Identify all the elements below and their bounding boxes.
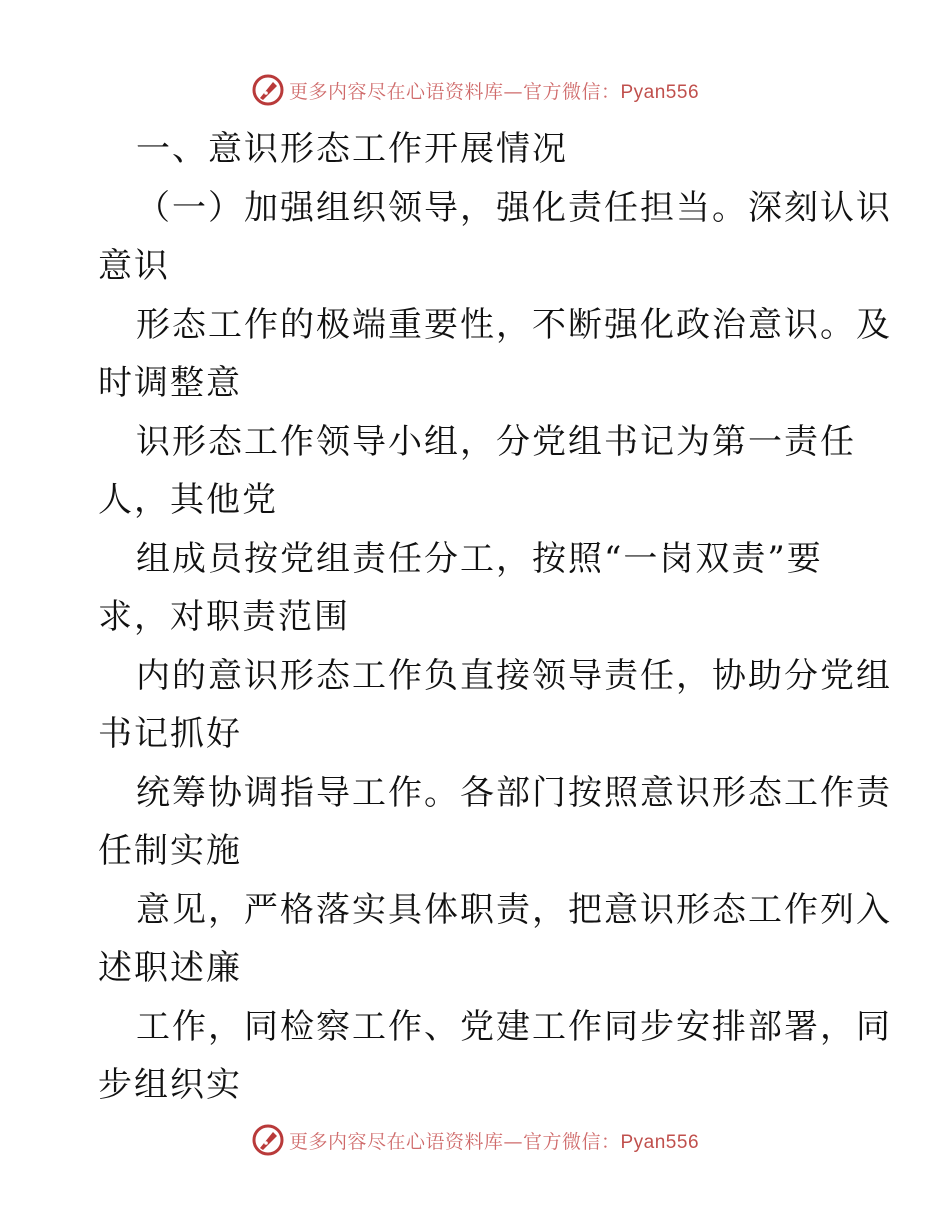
text-line: 任制实施	[98, 831, 242, 871]
document-body	[98, 120, 892, 1115]
text-line: 工作，同检察工作、党建工作同步安排部署，同	[136, 1006, 892, 1047]
text-line: 统筹协调指导工作。各部门按照意识形态工作责	[136, 772, 892, 813]
text-line: 组成员按党组责任分工，按照“一岗双责”要	[136, 538, 823, 579]
footer-watermark	[0, 1120, 950, 1160]
text-line: 求，对职责范围	[98, 597, 350, 637]
text-line: 步组织实	[98, 1065, 242, 1105]
text-line: （一）加强组织领导，强化责任担当。深刻认识	[136, 187, 892, 228]
pen-nib-logo-icon	[251, 73, 285, 107]
text-line: 内的意识形态工作负直接领导责任，协助分党组	[136, 655, 892, 696]
text-line: 人，其他党	[98, 480, 278, 520]
pen-nib-logo-icon	[251, 1123, 285, 1157]
text-line: 一、意识形态工作开展情况	[136, 129, 568, 169]
text-line: 意见，严格落实具体职责，把意识形态工作列入	[136, 889, 892, 930]
text-line: 时调整意	[98, 363, 242, 403]
text-line: 形态工作的极端重要性，不断强化政治意识。及	[136, 304, 892, 345]
watermark-text: 更多内容尽在心语资料库—官方微信：Pyan556	[288, 80, 700, 103]
watermark-text: 更多内容尽在心语资料库—官方微信：Pyan556	[288, 1130, 700, 1153]
text-line: 识形态工作领导小组，分党组书记为第一责任	[136, 421, 856, 462]
text-line: 书记抓好	[98, 714, 242, 754]
text-line: 述职述廉	[98, 948, 242, 988]
text-line: 意识	[98, 246, 170, 286]
header-watermark	[0, 70, 950, 110]
